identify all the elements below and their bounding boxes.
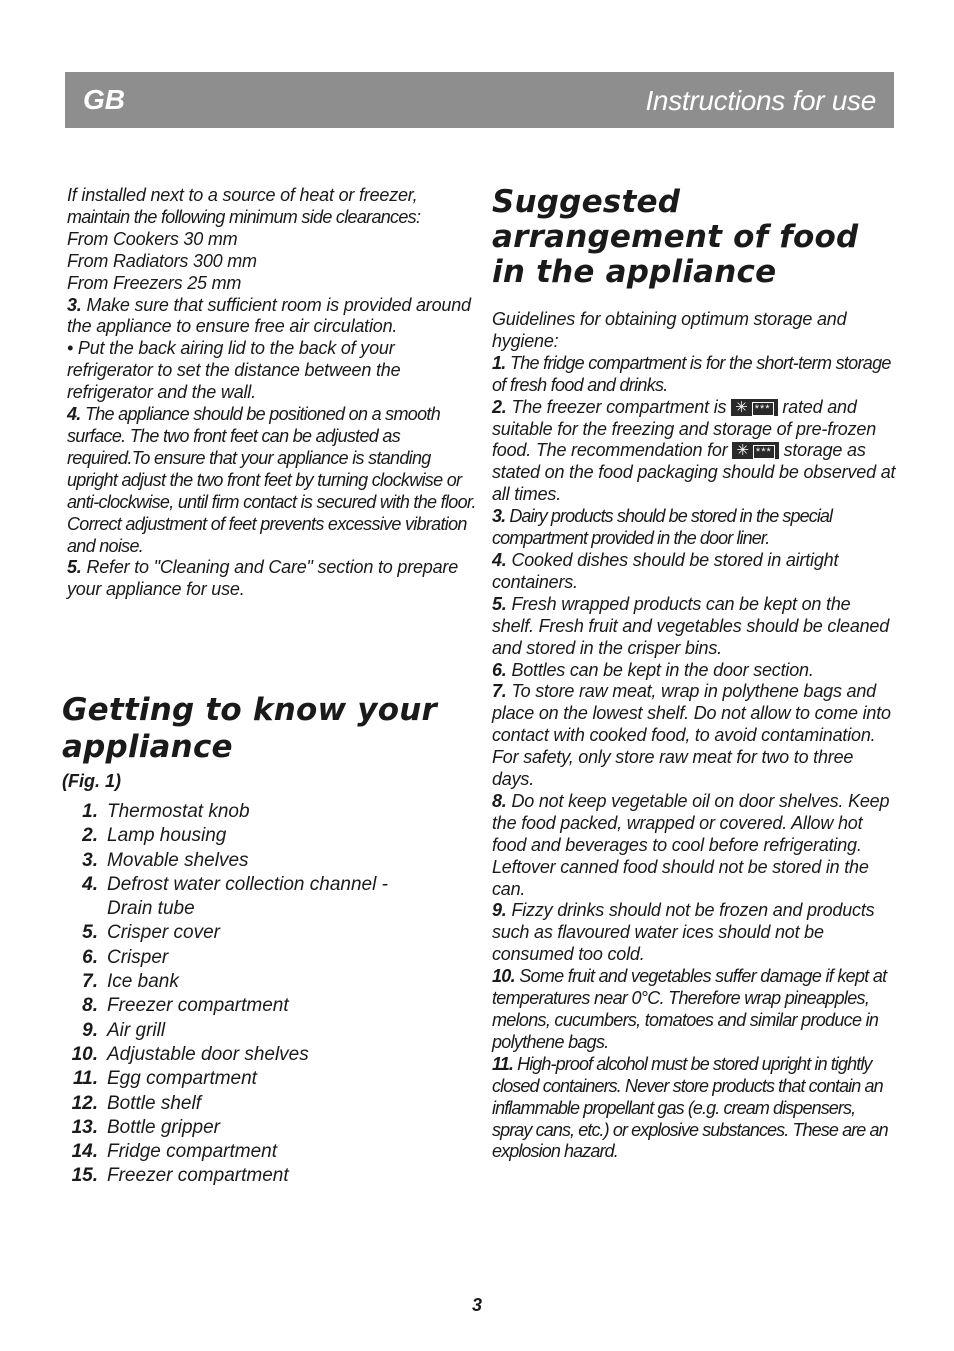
item-text: Fresh wrapped products can be kept on the shelf. Fresh fruit and vegetables should be cleaned and stored in the crisper bins. — [492, 593, 890, 658]
item-label: Freezer compartment — [107, 995, 289, 1017]
list-item — [62, 849, 482, 873]
star-rating-icon: *** — [753, 445, 775, 459]
item-text: Bottles can be kept in the door section. — [511, 659, 814, 680]
item-text: storage as stated on the food packaging should be observed at all times. — [492, 440, 896, 505]
list-item — [62, 921, 482, 945]
section-heading-suggested-arrangement — [492, 185, 897, 290]
item-number: 13. — [71, 1116, 98, 1138]
item-number: 7. — [492, 681, 507, 702]
list-item — [62, 1164, 482, 1188]
item-number: 8. — [82, 995, 98, 1017]
item-text: High-proof alcohol must be stored upright in tightly closed containers. Never store products that contain an inflammable propellant gas (e.g. cream dispensers, spray cans, etc.) or explosive substances. These are an explosion hazard. — [492, 1053, 888, 1162]
item-label: Air grill — [107, 1019, 166, 1041]
item-text: The freezer compartment is — [511, 396, 727, 417]
list-item — [62, 800, 482, 824]
language-code: GB — [83, 84, 125, 115]
item-label: Adjustable door shelves — [107, 1043, 309, 1065]
item-number: 9. — [82, 1019, 98, 1041]
item-label: Lamp housing — [107, 825, 227, 847]
item-label: Freezer compartment — [107, 1165, 289, 1187]
item-label: Crisper — [107, 946, 169, 968]
guideline-item — [492, 660, 897, 682]
intro-line: maintain the following minimum side clearances: — [67, 206, 421, 227]
guideline-item — [492, 353, 897, 397]
item-number: 14. — [71, 1141, 98, 1163]
item-label-line: Drain tube — [107, 897, 195, 919]
item-label: Fridge compartment — [107, 1141, 278, 1163]
item-number: 11. — [492, 1053, 513, 1074]
item-text: Fizzy drinks should not be frozen and products such as flavoured water ices should not be consumed too cold. — [492, 900, 875, 965]
item-label: Egg compartment — [107, 1068, 257, 1090]
page-header — [65, 72, 894, 128]
guideline-item — [492, 791, 897, 901]
item-number: 12. — [71, 1092, 98, 1114]
paragraph-3 — [67, 295, 477, 339]
paragraph-number: 3. — [67, 294, 82, 315]
item-label: Bottle shelf — [107, 1092, 201, 1114]
item-text: The fridge compartment is for the short-term storage of fresh food and drinks. — [492, 352, 891, 395]
list-item — [62, 1019, 482, 1043]
item-number: 6. — [82, 946, 98, 968]
intro-line: If installed next to a source of heat or freezer, — [67, 185, 418, 205]
item-label: Ice bank — [107, 971, 179, 993]
item-label: Bottle gripper — [107, 1116, 221, 1138]
item-number: 3. — [492, 506, 506, 527]
freezer-rating-badge — [731, 399, 777, 416]
item-number: 3. — [82, 849, 98, 871]
item-number: 2. — [82, 825, 98, 847]
list-item — [62, 1116, 482, 1140]
item-number: 8. — [492, 790, 507, 811]
item-number: 15. — [71, 1165, 98, 1187]
parts-list — [62, 800, 482, 1189]
guideline-item — [492, 594, 897, 660]
list-item — [62, 873, 482, 922]
snowflake-icon: ✳ — [736, 442, 750, 460]
right-column — [492, 185, 897, 1163]
heading-line: arrangement of food — [492, 219, 859, 255]
list-item — [62, 994, 482, 1018]
item-number: 4. — [492, 549, 507, 570]
guideline-item — [492, 506, 897, 550]
guideline-item — [492, 681, 897, 791]
item-label — [107, 873, 437, 921]
item-label: Movable shelves — [107, 849, 249, 871]
guideline-item — [492, 900, 897, 966]
item-number: 2. — [492, 396, 507, 417]
list-item — [62, 946, 482, 970]
item-number: 5. — [82, 922, 98, 944]
star-rating-icon: *** — [752, 402, 774, 416]
heading-line: Suggested — [492, 184, 681, 220]
paragraph-4 — [67, 404, 477, 557]
bullet-paragraph: • Put the back airing lid to the back of your refrigerator to set the distance between the refrigerator and the wall. — [67, 338, 401, 403]
item-text: Dairy products should be stored in the special compartment provided in the door liner. — [492, 506, 833, 549]
paragraph-text: Refer to "Cleaning and Care" section to prepare your appliance for use. — [67, 557, 459, 600]
list-item — [62, 824, 482, 848]
guideline-item — [492, 550, 897, 594]
item-text: Do not keep vegetable oil on door shelves. Keep the food packed, wrapped or covered. Allow hot food and beverages to cool before refrigerating. Leftover canned food should not be stored in the can. — [492, 790, 890, 899]
snowflake-icon: ✳ — [735, 398, 749, 416]
left-column-text — [67, 185, 477, 601]
paragraph-text: The appliance should be positioned on a smooth surface. The two front feet can be adjusted as required.To ensure that your appliance is standing upright adjust the two front feet by turning clockwise or anti-clockwise, until firm contact is secured with the floor. Correct adjustment of feet prevents excessive vibration and noise. — [67, 404, 476, 556]
heading-line: in the appliance — [492, 254, 777, 290]
item-text: Some fruit and vegetables suffer damage if kept at temperatures near 0°C. Therefore wrap pineapples, melons, cucumbers, tomatoes and similar produce in polythene bags. — [492, 966, 887, 1052]
item-number: 7. — [82, 971, 98, 993]
header-title: Instructions for use — [645, 85, 876, 116]
item-number: 1. — [492, 352, 506, 373]
heading-line: Getting to know your — [62, 692, 437, 728]
list-item — [62, 1043, 482, 1067]
item-text: To store raw meat, wrap in polythene bags and place on the lowest shelf. Do not allow to come into contact with cooked food, to avoid contamination. For safety, only store raw meat for two to three days. — [492, 681, 891, 790]
list-item — [62, 1092, 482, 1116]
item-label: Crisper cover — [107, 922, 220, 944]
right-column-text — [492, 309, 897, 1163]
item-number: 5. — [492, 593, 507, 614]
freezer-rating-badge — [732, 442, 778, 459]
intro-line: From Radiators 300 mm — [67, 250, 257, 271]
intro-paragraph: Guidelines for obtaining optimum storage and hygiene: — [492, 309, 847, 351]
guideline-item — [492, 966, 897, 1054]
paragraph-number: 5. — [67, 557, 82, 578]
item-label: Thermostat knob — [107, 801, 250, 822]
item-number: 11. — [72, 1068, 98, 1090]
item-text: Cooked dishes should be stored in airtight containers. — [492, 549, 839, 592]
list-item — [62, 1067, 482, 1091]
item-label-line: Defrost water collection channel - — [107, 873, 388, 895]
guideline-item — [492, 1054, 897, 1164]
item-number: 10. — [71, 1043, 98, 1065]
heading-line: appliance — [62, 729, 233, 765]
paragraph-text: Make sure that sufficient room is provided around the appliance to ensure free air circulation. — [67, 294, 471, 337]
intro-line: From Cookers 30 mm — [67, 228, 238, 249]
intro-line: From Freezers 25 mm — [67, 272, 242, 293]
item-number: 6. — [492, 659, 507, 680]
page-number: 3 — [471, 1295, 482, 1315]
item-number: 1. — [82, 801, 98, 822]
section-heading-getting-to-know — [62, 692, 482, 766]
item-number: 4. — [82, 873, 98, 895]
item-number: 9. — [492, 900, 507, 921]
paragraph-5 — [67, 557, 477, 601]
list-item — [62, 1140, 482, 1164]
paragraph-number: 4. — [67, 404, 81, 425]
guideline-item — [492, 397, 897, 507]
item-number: 10. — [492, 966, 515, 987]
item-text: rated and suitable for the freezing and storage of pre-frozen food. The recommendation for — [492, 396, 877, 461]
figure-reference: (Fig. 1) — [62, 771, 121, 791]
list-item — [62, 970, 482, 994]
